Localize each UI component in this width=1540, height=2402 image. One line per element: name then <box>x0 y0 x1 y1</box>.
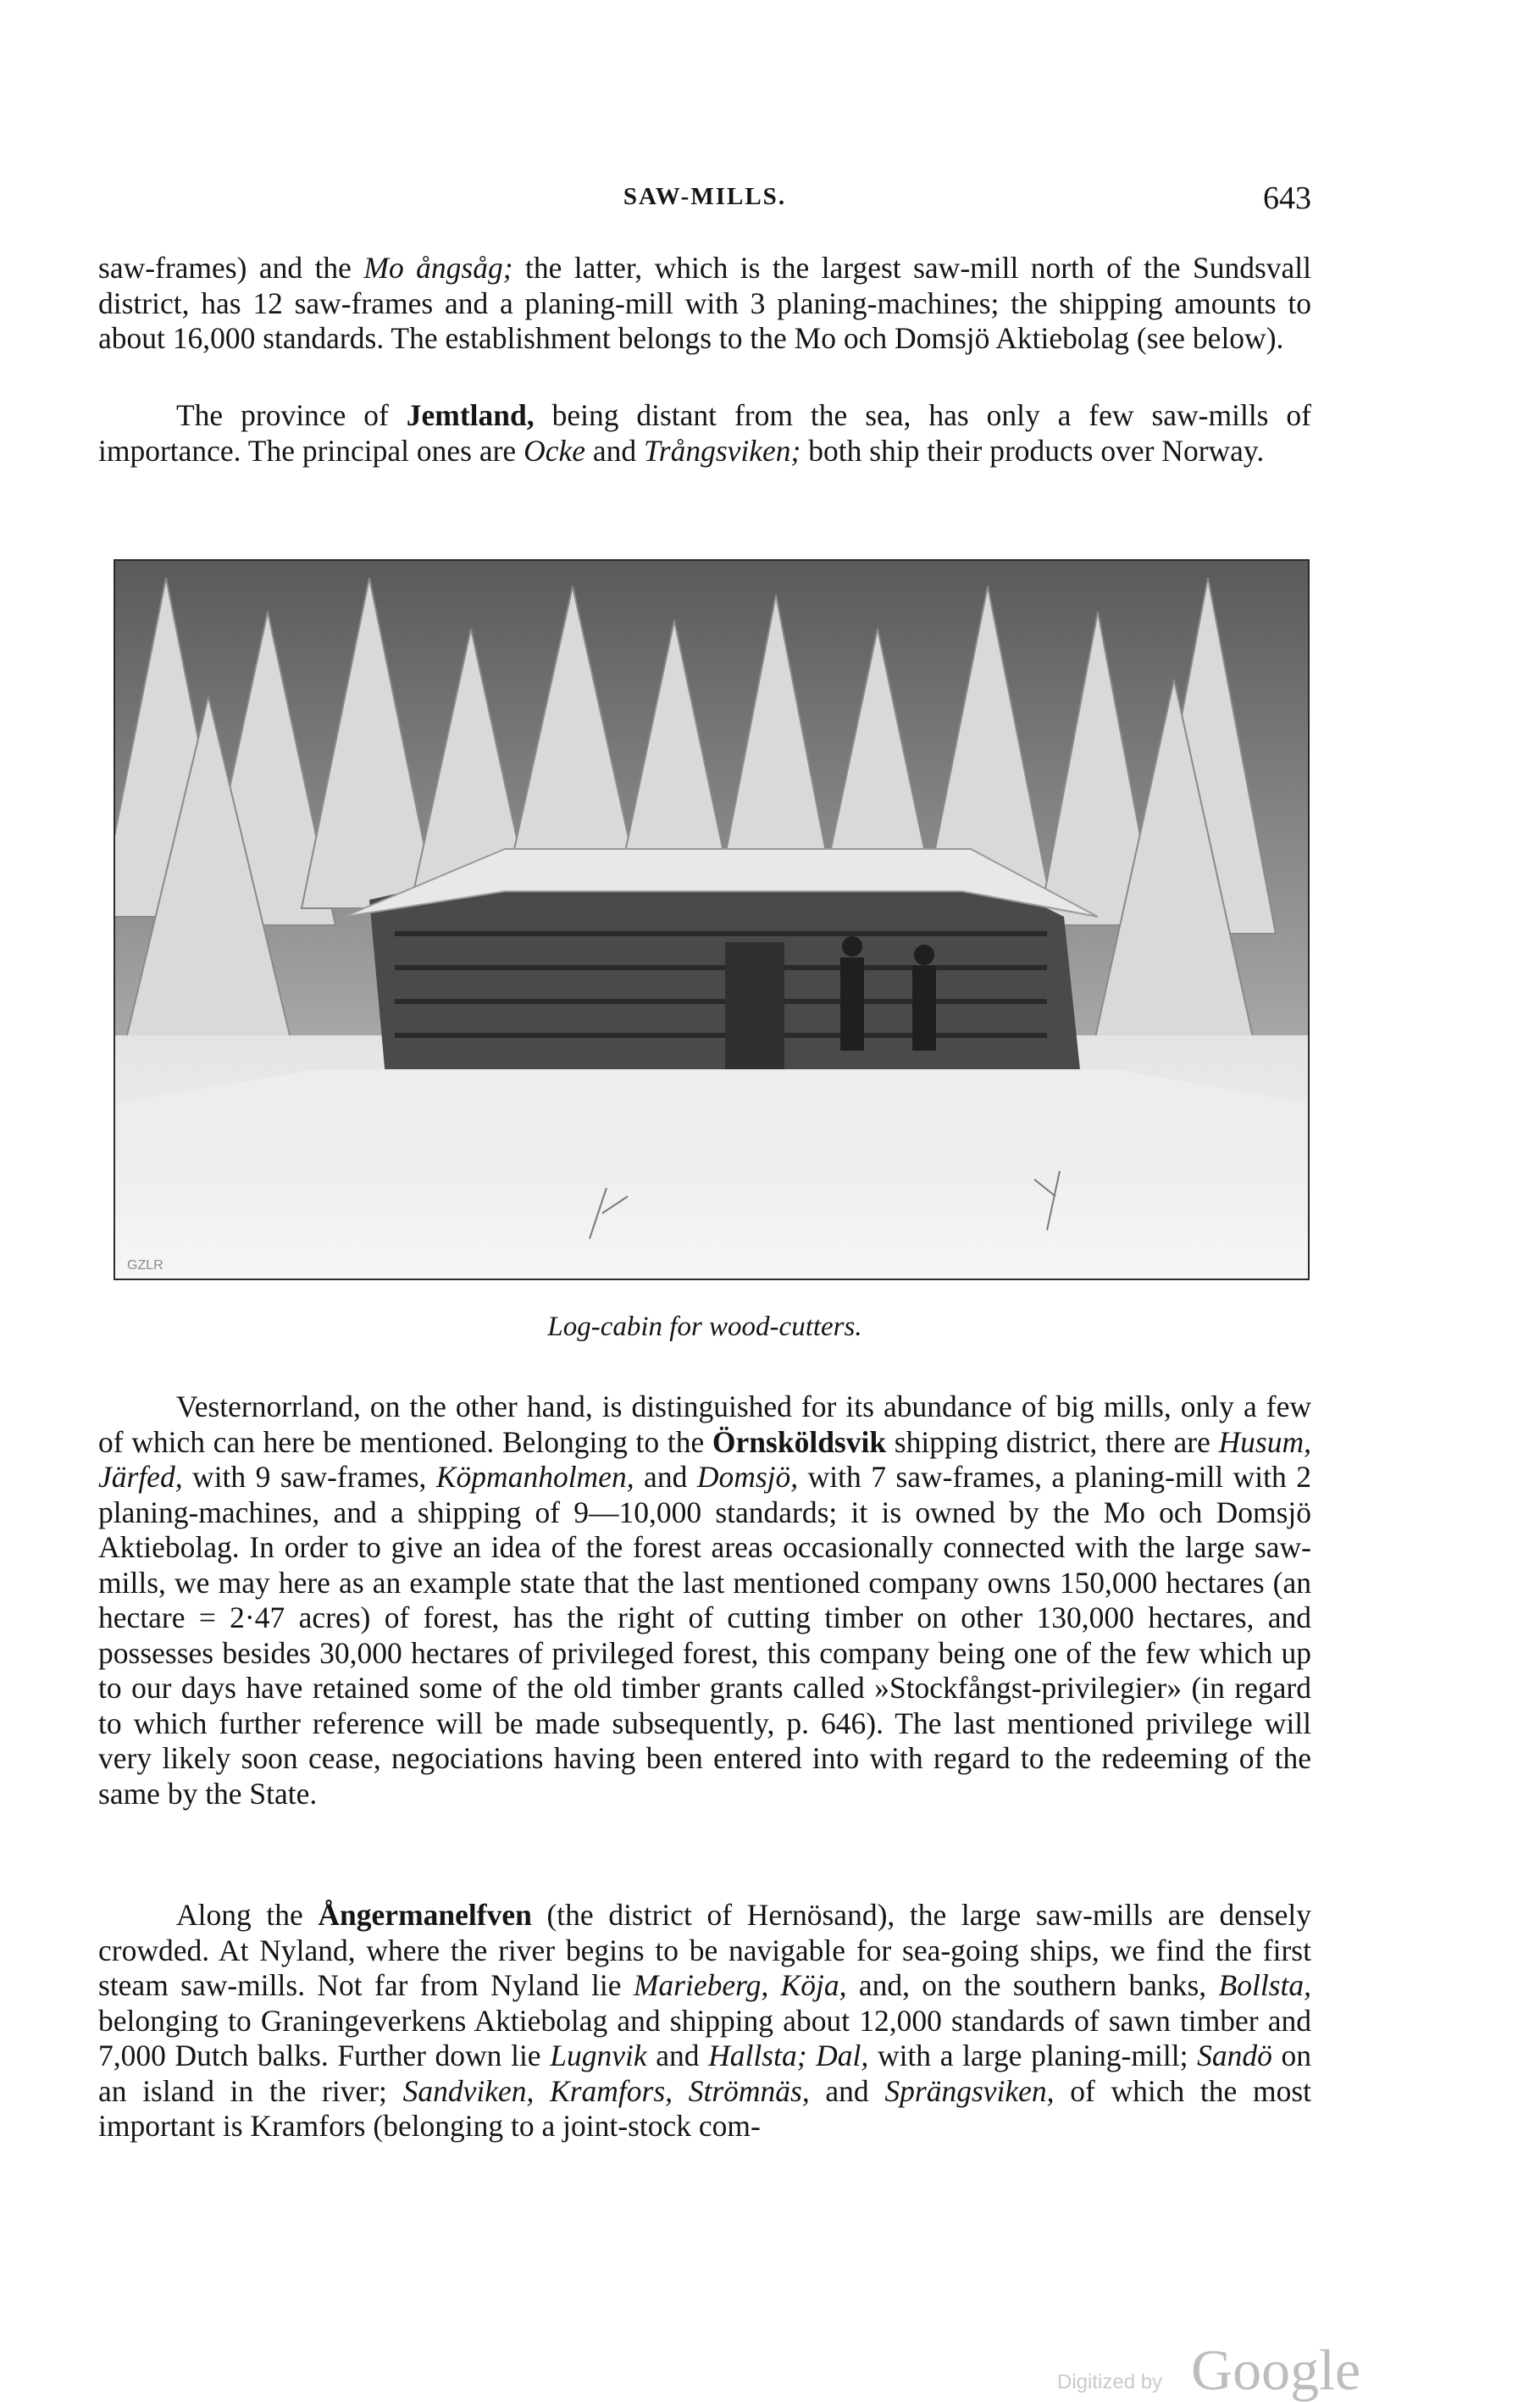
figure-caption: Log-cabin for wood-cutters. <box>547 1312 862 1342</box>
paragraph-saw-frames: saw-frames) and the Mo ångsåg; the latter, which is the largest saw-mill north of the Sundsvall district, has 12 saw-frames and a planing-mill with 3 planing-machines; the shipping amounts to about 16,000 standards. The establishment belongs to the Mo och Domsjö Aktiebolag (see below). <box>98 251 1311 355</box>
watermark-prefix: Digitized by <box>1057 2371 1163 2394</box>
running-title: SAW-MILLS. <box>623 183 787 210</box>
google-logo: Google <box>1191 2338 1361 2402</box>
page-header <box>98 180 1311 222</box>
log-cabin-photograph <box>114 559 1310 1280</box>
log-cabin-illustration <box>115 561 1308 1279</box>
page-number: 643 <box>1263 180 1311 216</box>
cabin-door <box>725 942 784 1078</box>
paragraph-angermanelfven: Along the Ångermanelfven (the district of Hernösand), the large saw-mills are densely crowded. At Nyland, where the river begins to be navigable for sea-going ships, we find the first steam saw-mills. Not far from Nyland lie Marieberg, Köja, and, on the southern banks, Bollsta, belonging to Graningeverkens Aktiebolag and shipping about 12,000 standards of sawn timber and 7,000 Dutch balks. Further down lie Lugnvik and Hallsta; Dal, with a large planing-mill; Sandö on an island in the river; Sandviken, Kramfors, Strömnäs, and Sprängsviken, of which the most important is Kramfors (belonging to a joint-stock com- <box>98 1898 1312 2143</box>
paragraph-jemtland: The province of Jemtland, being distant from the sea, has only a few saw-mills of importance. The principal ones are Ocke and Trångsviken; both ship their products over Norway. <box>98 398 1312 468</box>
engraver-signature: GZLR <box>127 1258 163 1273</box>
paragraph-vesternorrland: Vesternorrland, on the other hand, is distinguished for its abundance of big mills, only a few of which can here be mentioned. Belonging to the Örnsköldsvik shipping district, there are Husum, Järfed, with 9 saw-frames, Köpmanholmen, and Domsjö, with 7 saw-frames, a planing-mill with 2 planing-machines, and a shipping of 9—10,000 standards; it is owned by the Mo och Domsjö Aktiebolag. In order to give an idea of the forest areas occasionally connected with the large saw-mills, we may here as an example state that the last mentioned company owns 150,000 hectares (an hectare = 2·47 acres) of forest, has the right of cutting timber on other 130,000 hectares, and possesses besides 30,000 hectares of privileged forest, this company being one of the few which up to our days have retained some of the old timber grants called »Stockfångst-privilegier» (in regard to which further reference will be made subsequently, p. 646). The last mentioned privilege will very likely soon cease, negociations having been entered into with regard to the redeeming of the same by the State. <box>98 1390 1312 1811</box>
digitized-watermark <box>1057 2338 1379 2402</box>
